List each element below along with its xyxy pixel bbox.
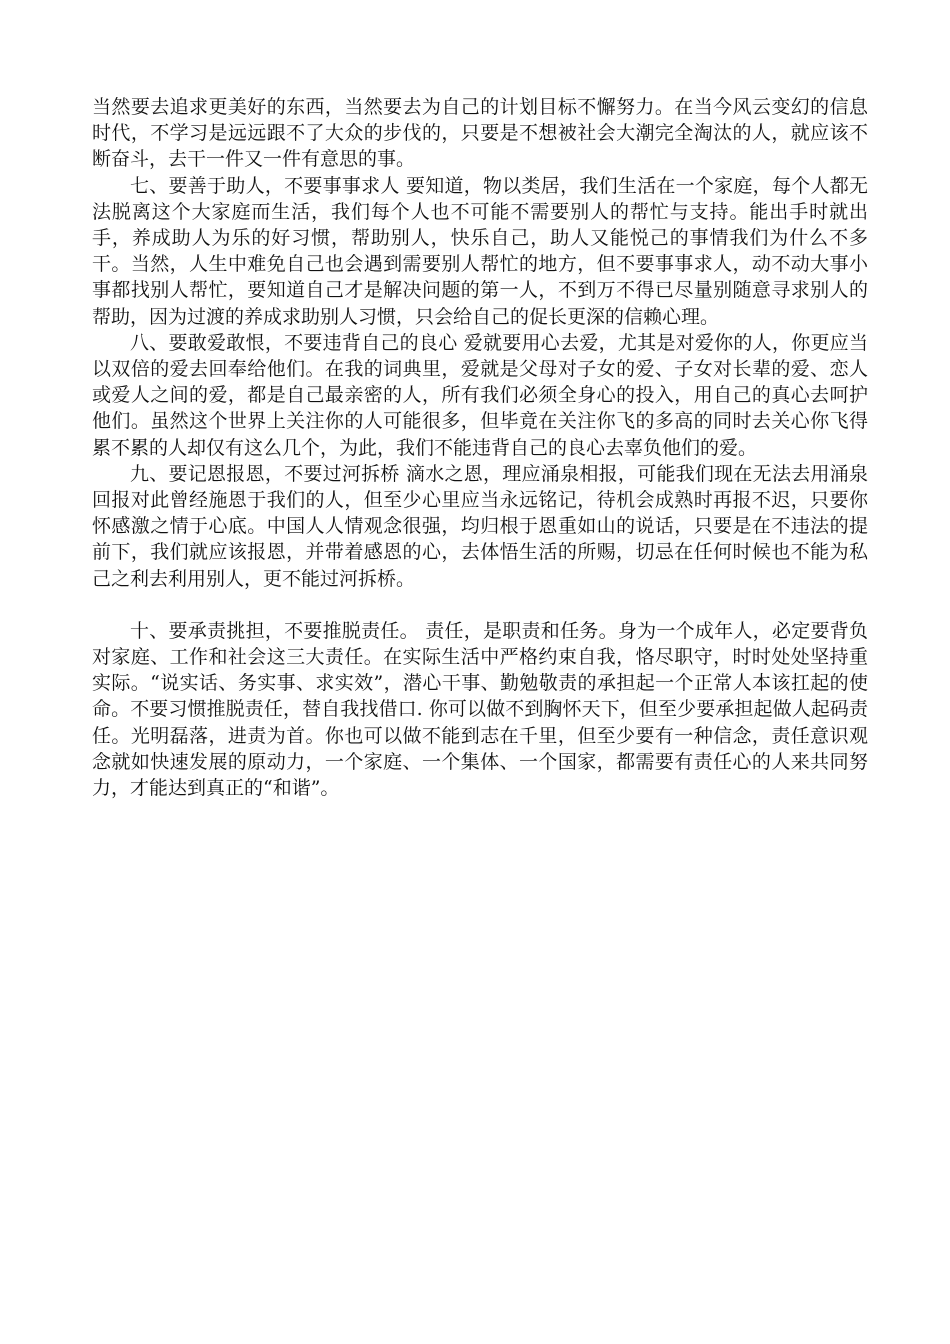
paragraph-continuation: 当然要去追求更美好的东西，当然要去为自己的计划目标不懈努力。在当今风云变幻的信息时代，不学习是远远跟不了大众的步伐的，只要是不想被社会大潮完全淘汰的人，就应该不断奋斗，去干一件又一件有意思的事。 xyxy=(92,96,868,171)
paragraph-section-eight: 八、要敢爱敢恨，不要违背自己的良心 爱就要用心去爱，尤其是对爱你的人，你更应当以双倍的爱去回奉给他们。在我的词典里，爱就是父母对子女的爱、子女对长辈的爱、恋人或爱人之间的爱，都是自己最亲密的人，所有我们必须全身心的投入，用自己的真心去呵护他们。虽然这个世界上关注你的人可能很多，但毕竟在关注你飞的多高的同时去关心你飞得累不累的人却仅有这么几个，为此，我们不能违背自己的良心去辜负他们的爱。 xyxy=(92,331,868,459)
paragraph-section-ten: 十、要承责挑担，不要推脱责任。 责任，是职责和任务。身为一个成年人，必定要背负对家庭、工作和社会这三大责任。在实际生活中严格约束自我，恪尽职守，时时处处坚持重实际。“说实话、务实事、求实效”，潜心干事、勤勉敬责的承担起一个正常人本该扛起的使命。不要习惯推脱责任，替自我找借口. 你可以做不到胸怀天下，但至少要承担起做人起码责任。光明磊落，进责为首。你也可以做不能到志在千里，但至少要有一种信念，责任意识观念就如快速发展的原动力，一个家庭、一个集体、一个国家，都需要有责任心的人来共同努力，才能达到真正的“和谐”。 xyxy=(92,619,868,800)
paragraph-section-nine: 九、要记恩报恩，不要过河拆桥 滴水之恩，理应涌泉相报，可能我们现在无法去用涌泉回报对此曾经施恩于我们的人，但至少心里应当永远铭记，待机会成熟时再报不迟，只要你怀感激之情于心底。中国人人情观念很强，均归根于恩重如山的说话，只要是在不违法的提前下，我们就应该报恩，并带着感恩的心，去体悟生活的所赐，切忌在任何时候也不能为私己之利去利用别人，更不能过河拆桥。 xyxy=(92,462,868,590)
document-page xyxy=(92,94,868,801)
paragraph-section-seven: 七、要善于助人，不要事事求人 要知道，物以类居，我们生活在一个家庭，每个人都无法脱离这个大家庭而生活，我们每个人也不可能不需要别人的帮忙与支持。能出手时就出手，养成助人为乐的好习惯，帮助别人，快乐自己，助人又能悦己的事情我们为什么不多干。当然，人生中难免自己也会遇到需要别人帮忙的地方，但不要事事求人，动不动大事小事都找别人帮忙，要知道自己才是解决问题的第一人，不到万不得已尽量别随意寻求别人的帮助，因为过渡的养成求助别人习惯，只会给自己的促长更深的信赖心理。 xyxy=(92,174,868,328)
